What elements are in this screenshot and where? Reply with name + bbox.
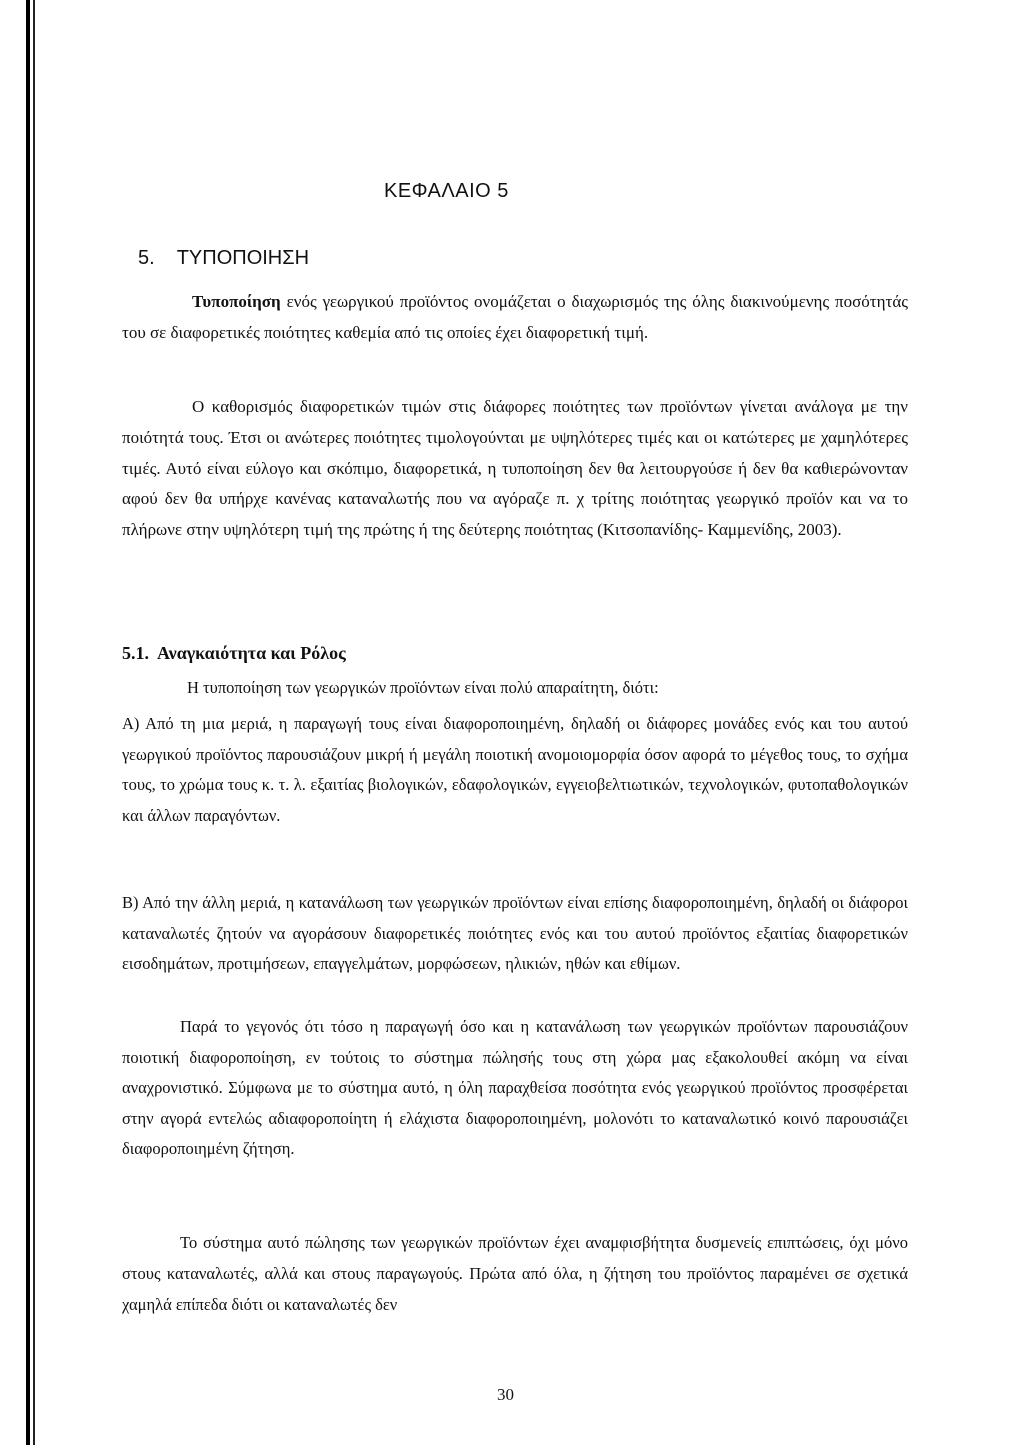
scan-edge-bar-thin: [33, 0, 35, 1445]
consequences-paragraph: Το σύστημα αυτό πώλησης των γεωργικών προϊόντων έχει αναμφισβήτητα δυσμενείς επιπτώσεις, όχι μόνο στους καταναλωτές, αλλά και στους παραγωγούς. Πρώτα από όλα, η ζήτηση του προϊόντος παραμένει σε σχετικά χαμηλά επίπεδα διότι οι καταναλωτές δεν: [122, 1233, 908, 1314]
subsection-title: Αναγκαιότητα και Ρόλος: [157, 643, 346, 663]
sales-system-paragraph: Παρά το γεγονός ότι τόσο η παραγωγή όσο και η κατανάλωση των γεωργικών προϊόντων παρουσιάζουν ποιοτική διαφοροποίηση, εν τούτοις το σύστημα πώλησής τους στη χώρα μας εξακολουθεί ακόμη να είναι αναχρονιστικό. Σύμφωνα με το σύστημα αυτό, η όλη παραχθείσα ποσότητα ενός γεωργικού προϊόντος προσφέρεται στην αγορά εντελώς αδιαφοροποίητη ή ελάχιστα διαφοροποιημένη, μολονότι το καταναλωτικό κοινό παρουσιάζει διαφοροποιημένη ζήτηση.: [122, 1017, 908, 1159]
section-heading: [138, 247, 309, 270]
point-b-paragraph: Β) Από την άλλη μεριά, η κατανάλωση των γεωργικών προϊόντων είναι επίσης διαφοροποιημένη, δηλαδή οι διάφοροι καταναλωτές ζητούν να αγοράσουν διαφορετικές ποιότητες ενός και του αυτού προϊόντος εξαιτίας διαφορετικών εισοδημάτων, προτιμήσεων, επαγγελμάτων, μορφώσεων, ηλικιών, ηθών και εθίμων.: [122, 893, 908, 974]
section-number: 5.: [138, 247, 155, 269]
section-title: ΤΥΠΟΠΟΙΗΣΗ: [176, 247, 310, 269]
subsection-heading: [122, 643, 346, 664]
definition-paragraph: [122, 287, 908, 348]
defined-term: Τυποποίηση: [192, 292, 281, 311]
scan-edge-bar: [26, 0, 30, 1445]
pricing-paragraph: Ο καθορισμός διαφορετικών τιμών στις διάφορες ποιότητες των προϊόντων γίνεται ανάλογα με την ποιότητά τους. Έτσι οι ανώτερες ποιότητες τιμολογούνται με υψηλότερες τιμές και οι κατώτερες με χαμηλότερες τιμές. Αυτό είναι εύλογο και σκόπιμο, διαφορετικά, η τυποποίηση δεν θα λειτουργούσε ή δεν θα καθιερώνονταν αφού δεν θα υπήρχε κανένας καταναλωτής που να αγόραζε π. χ τρίτης ποιότητας γεωργικό προϊόν και να το πλήρωνε στην υψηλότερη τιμή της πρώτης ή της δεύτερης ποιότητας (Κιτσοπανίδης- Καμμενίδης, 2003).: [122, 397, 908, 540]
chapter-title: ΚΕΦΑΛΑΙΟ 5: [384, 180, 509, 202]
point-a-paragraph: Α) Από τη μια μεριά, η παραγωγή τους είναι διαφοροποιημένη, δηλαδή οι διάφορες μονάδες ενός και του αυτού γεωργικού προϊόντος παρουσιάζουν μικρή ή μεγάλη ποιοτική ανομοιομορφία όσον αφορά το μέγεθος τους, το σχήμα τους, το χρώμα τους κ. τ. λ. εξαιτίας βιολογικών, εδαφολογικών, εγγειοβελτιωτικών, τεχνολογικών, φυτοπαθολογικών και άλλων παραγόντων.: [122, 714, 908, 825]
page-number: 30: [497, 1385, 514, 1404]
subsection-number: 5.1.: [122, 643, 149, 663]
lead-sentence: Η τυποποίηση των γεωργικών προϊόντων είναι πολύ απαραίτητη, διότι:: [187, 678, 659, 697]
definition-text: ενός γεωργικού προϊόντος ονομάζεται ο διαχωρισμός της όλης διακινούμενης ποσότητάς του σε διαφορετικές ποιότητες καθεμία από τις οποίες έχει διαφορετική τιμή.: [122, 292, 908, 342]
